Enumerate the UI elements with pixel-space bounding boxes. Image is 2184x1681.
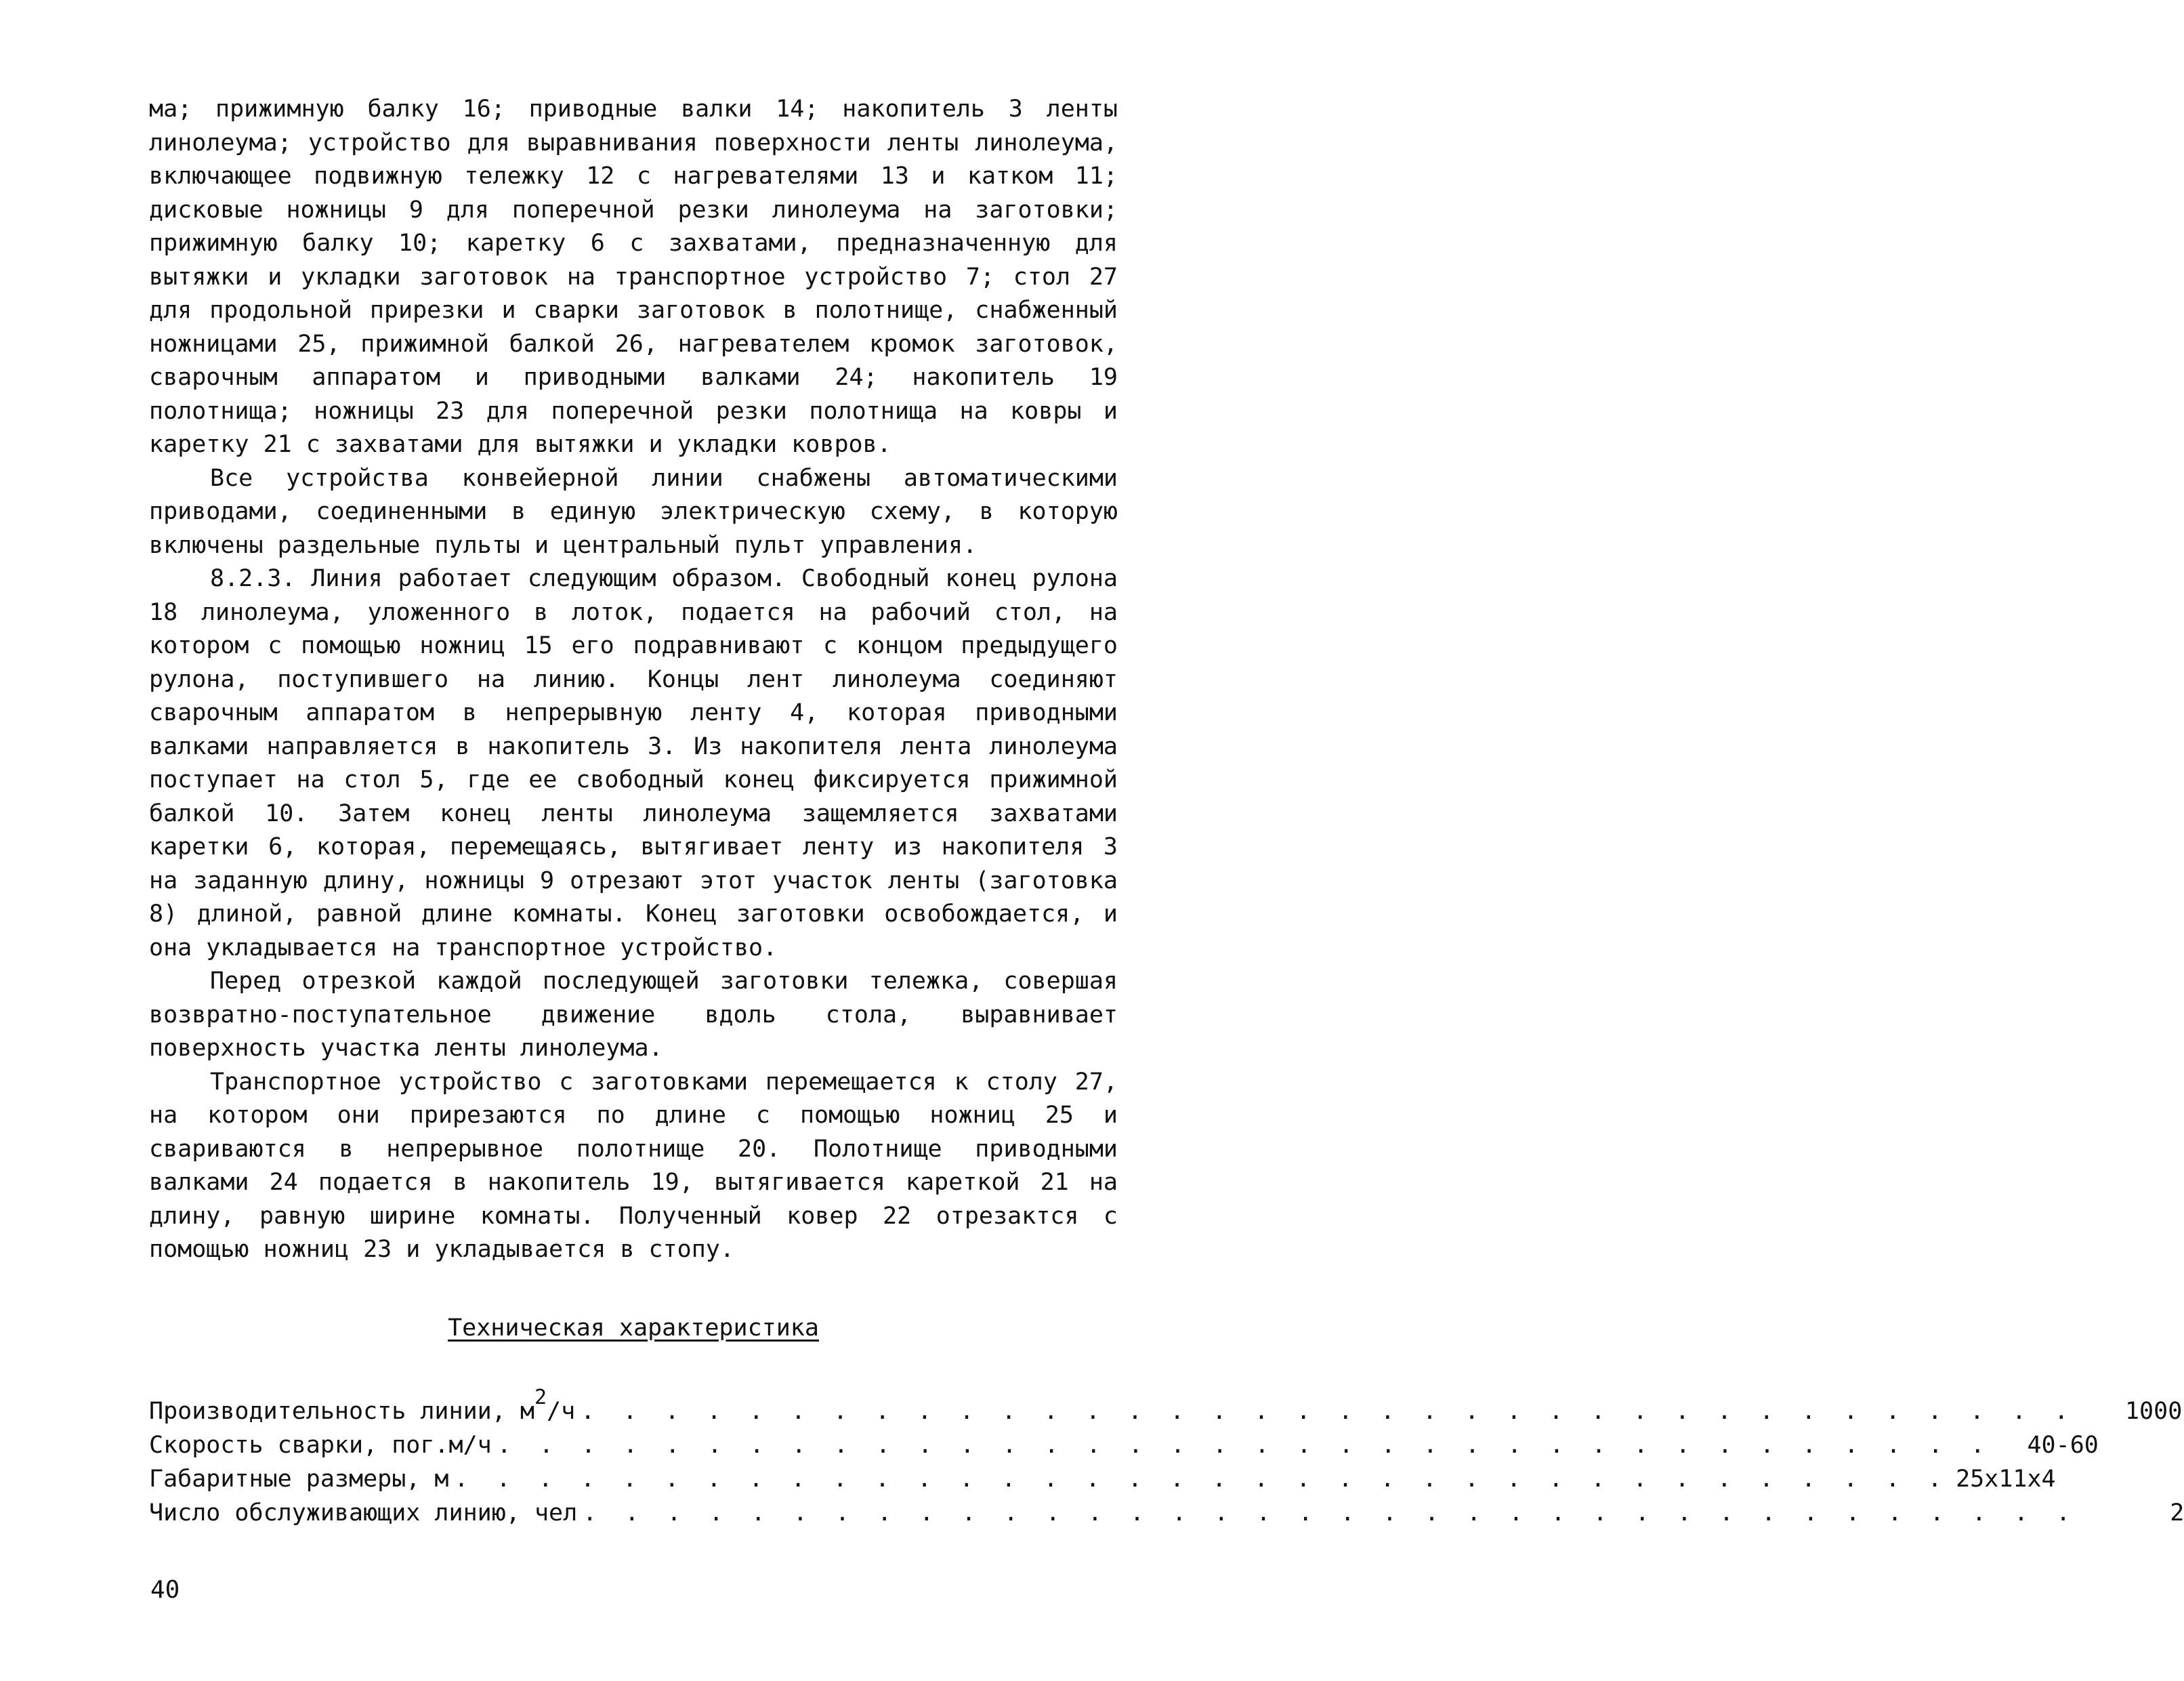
paragraph-line-operation: 8.2.3. Линия работает следующим образом. Свободный конец рулона 18 линолеума, уложенного в лоток, подается на рабочий стол, на котором с помощью ножниц 15 его подравнивают с концом предыдущего рулона, поступившего на линию. Концы лент линолеума соединяют сварочным аппаратом в непрерывную ленту 4, которая приводными валками направляется в накопитель 3. Из накопителя лента линолеума поступает на стол 5, где ее свободный конец фиксируется прижимной балкой 10. Затем конец ленты линолеума защемляется захватами каретки 6, которая, перемещаясь, вытягивает ленту из накопителя 3 на заданную длину, ножницы 9 отрезают этот участок ленты (заготовка 8) длиной, равной длине комнаты. Конец заготовки освобождается, и она укладывается на транспортное устройство.: [149, 565, 1118, 961]
spec-row-operators: [149, 1496, 2184, 1530]
spec-label: Габаритные размеры, м: [149, 1466, 449, 1493]
spec-leader-dots: . . . . . . . . . . . . . . . . . . . . . . . . . . . . . . . . . . . .: [581, 1398, 2076, 1425]
spec-value: 40-60: [2027, 1432, 2099, 1459]
spec-row-dimensions: [149, 1462, 2056, 1496]
spec-label: Число обслуживающих линию, чел: [149, 1499, 578, 1527]
spec-label: Скорость сварки, пог.м/ч: [149, 1432, 492, 1459]
page-number: 40: [150, 1576, 180, 1604]
paragraph-cart-leveling: Перед отрезкой каждой последующей заготовки тележка, совершая возвратно-поступательное движение вдоль стола, выравнивает поверхность участка ленты линолеума.: [149, 968, 1118, 1062]
spec-row-welding-speed: [149, 1428, 2099, 1462]
spec-value: 2: [2170, 1499, 2184, 1527]
spec-row-productivity: [149, 1386, 2183, 1428]
spec-label: Производительность линии, $м^2/ч$: [149, 1386, 576, 1425]
paragraph-equipment-list: ма; прижимную балку 16; приводные валки 14; накопитель 3 ленты линолеума; устройство для выравнивания поверхности ленты линолеума, включающее подвижную тележку 12 с нагревателями 13 и катком 11; дисковые ножницы 9 для поперечной резки линолеума на заготовки; прижимную балку 10; каретку 6 с захватами, предназначенную для вытяжки и укладки заготовок на транспортное устройство 7; стол 27 для продольной прирезки и сварки заготовок в полотнище, снабженный ножницами 25, прижимной балкой 26, нагревателем кромок заготовок, сварочным аппаратом и приводными валками 24; накопитель 19 полотнища; ножницы 23 для поперечной резки полотнища на ковры и каретку 21 с захватами для вытяжки и укладки ковров.: [149, 96, 1118, 458]
section-title-text: Техническая характеристика: [448, 1314, 819, 1342]
paragraph-transport-device: Транспортное устройство с заготовками перемещается к столу 27, на котором они прирезаются по длине с помощью ножниц 25 и свариваются в непрерывное полотнище 20. Полотнище приводными валками 24 подается в накопитель 19, вытягивается кареткой 21 на длину, равную ширине комнаты. Полученный ковер 22 отрезактся с помощью ножниц 23 и укладывается в стопу.: [149, 1068, 1118, 1263]
spec-leader-dots: . . . . . . . . . . . . . . . . . . . . . . . . . . . . . . . . . . . .: [583, 1499, 2078, 1527]
section-title: [149, 1311, 1118, 1345]
body-text: [149, 93, 1118, 1267]
spec-leader-dots: . . . . . . . . . . . . . . . . . . . . . . . . . . . . . . . . . . . .: [497, 1432, 1992, 1459]
spec-value: 1000: [2124, 1398, 2183, 1425]
unit-exponent: 2: [534, 1386, 547, 1409]
paragraph-automatic-drives: Все устройства конвейерной линии снабжены автоматическими приводами, соединенными в единую электрическую схему, в которую включены раздельные пульты и центральный пульт управления.: [149, 464, 1118, 559]
specs-table: [149, 1386, 2184, 1530]
spec-leader-dots: . . . . . . . . . . . . . . . . . . . . . . . . . . . . . . . . . . . .: [454, 1466, 1949, 1493]
spec-value: 25x11x4: [1956, 1466, 2056, 1493]
